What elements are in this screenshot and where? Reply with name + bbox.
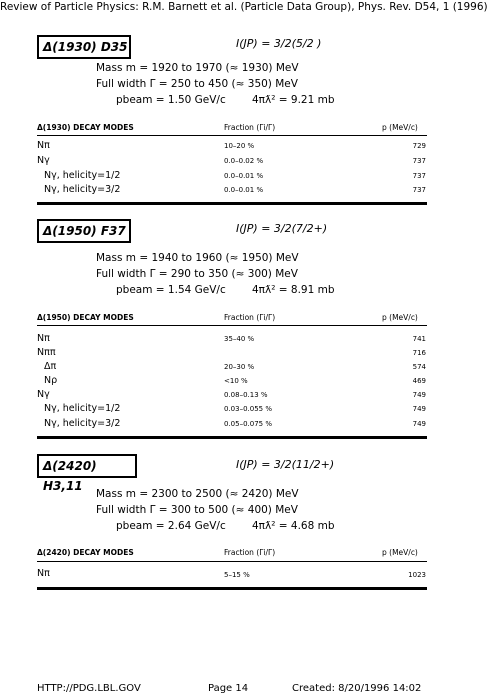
quantum-numbers: I(JP) = 3/2(7/2+) — [236, 222, 328, 235]
quantum-numbers: I(JP) = 3/2(5/2 ) — [236, 37, 322, 50]
cross-section: 4πƛ² = 4.68 mb — [252, 520, 335, 532]
full-width: Full width Γ = 250 to 450 (≈ 350) MeV — [96, 78, 298, 90]
decay-momentum: 1023 — [408, 571, 426, 579]
header-rule — [37, 561, 427, 562]
full-width: Full width Γ = 290 to 350 (≈ 300) MeV — [96, 268, 298, 280]
full-width: Full width Γ = 300 to 500 (≈ 400) MeV — [96, 504, 298, 516]
decay-fraction: 0.08–0.13 % — [224, 391, 268, 399]
decay-modes-header: Δ(2420) DECAY MODES — [37, 548, 134, 557]
decay-fraction: 0.03–0.055 % — [224, 405, 273, 413]
decay-mode: Nπ — [37, 568, 50, 579]
particle-name-box: Δ(1950) F37 — [37, 219, 131, 243]
decay-momentum: 749 — [412, 391, 426, 399]
decay-modes-header: Δ(1930) DECAY MODES — [37, 123, 134, 132]
momentum-header: p (MeV/c) — [382, 548, 418, 557]
decay-fraction: <10 % — [224, 377, 248, 385]
decay-fraction: 10–20 % — [224, 142, 255, 150]
decay-mode: Nρ — [44, 375, 58, 386]
momentum-header: p (MeV/c) — [382, 313, 418, 322]
decay-fraction: 20–30 % — [224, 363, 255, 371]
decay-fraction: 5–15 % — [224, 571, 250, 579]
decay-momentum: 749 — [412, 405, 426, 413]
decay-fraction: 0.0–0.02 % — [224, 157, 264, 165]
cross-section: 4πƛ² = 9.21 mb — [252, 94, 335, 106]
decay-mode: Nγ, helicity=1/2 — [44, 403, 121, 414]
decay-mode: Δπ — [44, 361, 57, 372]
decay-fraction: 0.05–0.075 % — [224, 420, 273, 428]
particle-name-box: Δ(1930) D35 — [37, 35, 131, 59]
decay-momentum: 749 — [412, 420, 426, 428]
momentum-header: p (MeV/c) — [382, 123, 418, 132]
decay-momentum: 574 — [412, 363, 426, 371]
decay-momentum: 737 — [412, 186, 426, 194]
footer-page: Page 14 — [208, 683, 249, 694]
quantum-numbers: I(JP) = 3/2(11/2+) — [236, 458, 335, 471]
decay-fraction: 0.0–0.01 % — [224, 186, 264, 194]
decay-mode: Nγ — [37, 389, 50, 400]
running-head: Review of Particle Physics: R.M. Barnett et al. (Particle Data Group), Phys. Rev. D54, 1 (1996) — [0, 1, 488, 13]
decay-modes-header: Δ(1950) DECAY MODES — [37, 313, 134, 322]
cross-section: 4πƛ² = 8.91 mb — [252, 284, 335, 296]
pbeam: pbeam = 1.50 GeV/c — [116, 94, 226, 106]
fraction-header: Fraction (Γi/Γ) — [224, 313, 276, 322]
pbeam: pbeam = 1.54 GeV/c — [116, 284, 226, 296]
decay-momentum: 716 — [412, 349, 426, 357]
decay-momentum: 737 — [412, 172, 426, 180]
decay-momentum: 741 — [412, 335, 426, 343]
section-rule — [37, 587, 427, 590]
decay-mode: Nγ, helicity=3/2 — [44, 418, 121, 429]
decay-mode: Nπ — [37, 140, 50, 151]
decay-mode: Nγ, helicity=3/2 — [44, 184, 121, 195]
fraction-header: Fraction (Γi/Γ) — [224, 123, 276, 132]
section-rule — [37, 202, 427, 205]
fraction-header: Fraction (Γi/Γ) — [224, 548, 276, 557]
mass: Mass m = 1920 to 1970 (≈ 1930) MeV — [96, 62, 299, 74]
header-rule — [37, 135, 427, 136]
section-rule — [37, 436, 427, 439]
pbeam: pbeam = 2.64 GeV/c — [116, 520, 226, 532]
decay-mode: Nγ — [37, 155, 50, 166]
decay-fraction: 0.0–0.01 % — [224, 172, 264, 180]
footer-url: HTTP://PDG.LBL.GOV — [37, 683, 141, 694]
decay-momentum: 469 — [412, 377, 426, 385]
decay-mode: Nγ, helicity=1/2 — [44, 170, 121, 181]
header-rule — [37, 325, 427, 326]
mass: Mass m = 2300 to 2500 (≈ 2420) MeV — [96, 488, 299, 500]
particle-name-box: Δ(2420) H3,11 — [37, 454, 137, 478]
decay-mode: Nπ — [37, 333, 50, 344]
footer-created: Created: 8/20/1996 14:02 — [292, 683, 422, 694]
decay-mode: Nππ — [37, 347, 56, 358]
decay-momentum: 737 — [412, 157, 426, 165]
decay-momentum: 729 — [412, 142, 426, 150]
mass: Mass m = 1940 to 1960 (≈ 1950) MeV — [96, 252, 299, 264]
decay-fraction: 35–40 % — [224, 335, 255, 343]
